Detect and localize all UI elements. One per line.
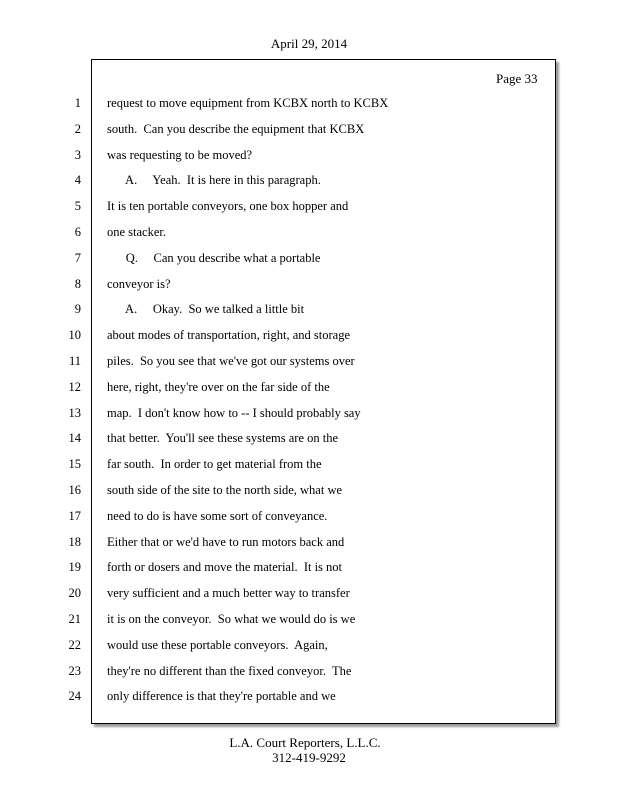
line-number: 13 [68, 406, 81, 420]
transcript-line-text: was requesting to be moved? [107, 148, 253, 162]
line-number: 1 [74, 96, 81, 110]
transcript-line-text: A. Okay. So we talked a little bit [107, 302, 305, 316]
transcript-line-text: far south. In order to get material from the [107, 457, 322, 471]
transcript-date: April 29, 2014 [270, 36, 348, 51]
transcript-line-text: one stacker. [107, 225, 167, 239]
line-number: 9 [74, 302, 81, 316]
line-number: 3 [74, 148, 81, 162]
line-number: 20 [68, 586, 81, 600]
line-number: 8 [74, 277, 81, 291]
page-number: Page 33 [496, 71, 538, 86]
line-number: 7 [74, 251, 81, 265]
transcript-line-text: only difference is that they're portable and we [107, 689, 336, 703]
line-number: 24 [68, 689, 81, 703]
line-number: 14 [68, 431, 81, 445]
transcript-line-text: conveyor is? [107, 277, 171, 291]
transcript-line-text: south side of the site to the north side, what we [107, 483, 343, 497]
line-number: 11 [68, 354, 81, 368]
transcript-line-text: that better. You'll see these systems are on the [107, 431, 339, 445]
line-number: 2 [74, 122, 81, 136]
line-number: 10 [68, 328, 81, 342]
line-number: 21 [68, 612, 81, 626]
transcript-line-text: Either that or we'd have to run motors back and [107, 535, 345, 549]
line-number: 22 [68, 638, 81, 652]
transcript-line-text: very sufficient and a much better way to transfer [107, 586, 350, 600]
transcript-line-text: piles. So you see that we've got our systems over [107, 354, 355, 368]
transcript-line-text: Q. Can you describe what a portable [107, 251, 321, 265]
transcript-line-text: it is on the conveyor. So what we would do is we [107, 612, 356, 626]
line-number: 16 [68, 483, 81, 497]
line-number: 23 [68, 664, 81, 678]
line-number: 5 [74, 199, 81, 213]
transcript-line-text: forth or dosers and move the material. It is not [107, 560, 343, 574]
line-number: 15 [68, 457, 81, 471]
line-number: 17 [68, 509, 81, 523]
transcript-line-text: south. Can you describe the equipment that KCBX [107, 122, 365, 136]
transcript-line-text: they're no different than the fixed conveyor. The [107, 664, 352, 678]
transcript-line-text: request to move equipment from KCBX north to KCBX [107, 96, 389, 110]
transcript-line-text: about modes of transportation, right, and storage [107, 328, 350, 342]
transcript-line-text: It is ten portable conveyors, one box hopper and [107, 199, 349, 213]
line-number: 12 [68, 380, 81, 394]
transcript-line-text: A. Yeah. It is here in this paragraph. [107, 173, 321, 187]
transcript-line-text: here, right, they're over on the far side of the [107, 380, 330, 394]
transcript-line-text: map. I don't know how to -- I should probably say [107, 406, 361, 420]
line-number: 6 [74, 225, 81, 239]
transcript-line-text: would use these portable conveyors. Again, [107, 638, 328, 652]
transcript-line-text: need to do is have some sort of conveyance. [107, 509, 328, 523]
line-number: 4 [74, 173, 81, 187]
footer-company: L.A. Court Reporters, L.L.C. [229, 735, 381, 750]
footer-phone: 312-419-9292 [272, 750, 346, 765]
line-number: 18 [68, 535, 81, 549]
line-number: 19 [68, 560, 81, 574]
